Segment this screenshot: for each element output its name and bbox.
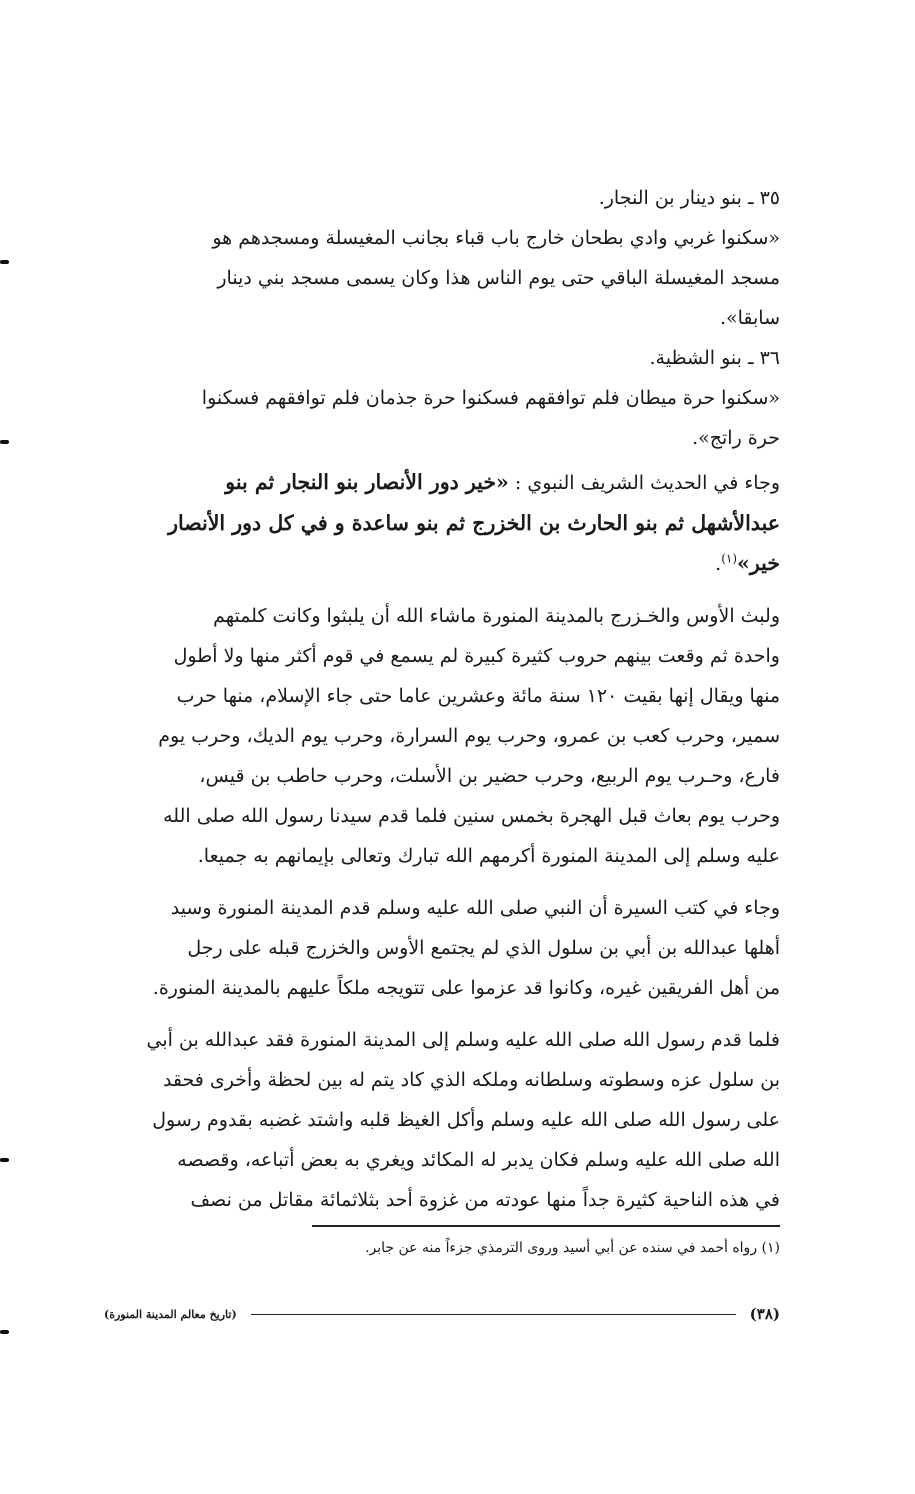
footnote-divider xyxy=(312,1225,780,1227)
hadith-text: خير» xyxy=(737,551,780,575)
paragraph xyxy=(104,888,780,1008)
entry-text-line: «سكنوا حرة ميطان فلم توافقهم فسكنوا حرة جذمان فلم توافقهم فسكنوا xyxy=(201,387,780,409)
paragraph-line: الله صلى الله عليه وسلم فكان يدبر له المكائد ويغري به بعض أتباعه، وقصصه xyxy=(177,1149,780,1171)
scan-mark xyxy=(0,260,9,264)
hadith-intro: وجاء في الحديث الشريف النبوي : xyxy=(508,472,780,494)
paragraph-line: وحرب يوم بعاث قبل الهجرة بخمس سنين فلما قدم سيدنا رسول الله صلى الله xyxy=(163,805,780,827)
scan-mark xyxy=(0,1330,9,1334)
entry-heading: ٣٥ ـ بنو دينار بن النجار. xyxy=(598,187,780,209)
page-footer xyxy=(104,1302,780,1326)
paragraph-line: سمير، وحرب كعب بن عمرو، وحرب يوم السرارة، وحرب يوم الديك، وحرب يوم xyxy=(158,725,780,747)
page-body xyxy=(104,178,780,1220)
paragraph-line: بن سلول عزه وسطوته وسلطانه وملكه الذي كاد يتم له بين لحظة وأخرى فحقد xyxy=(162,1069,780,1091)
entry-text-line: حرة راتج». xyxy=(692,427,780,449)
paragraph-line: عليه وسلم إلى المدينة المنورة أكرمهم الله تبارك وتعالى بإيمانهم به جميعا. xyxy=(197,845,780,867)
paragraph-line: واحدة ثم وقعت بينهم حروب كثيرة كبيرة لم يسمع في قوم أكثر منها ولا أطول xyxy=(173,645,780,667)
entry-text-line: سابقا». xyxy=(719,307,780,329)
hadith-quote xyxy=(104,462,780,584)
paragraph xyxy=(104,1020,780,1220)
footnote-reference: (١) xyxy=(721,551,738,566)
running-title: (تاريخ معالم المدينة المنورة) xyxy=(104,1307,237,1321)
hadith-end: . xyxy=(715,553,722,575)
entry-text-line: مسجد المغيسلة الباقي حتى يوم الناس هذا وكان يسمى مسجد بني دينار xyxy=(217,267,780,289)
paragraph-line: فلما قدم رسول الله صلى الله عليه وسلم إلى المدينة المنورة فقد عبدالله بن أبي xyxy=(146,1029,780,1051)
page-number: (٣٨) xyxy=(749,1305,780,1323)
paragraph xyxy=(104,596,780,876)
hadith-text: «خير دور الأنصار بنو النجار ثم بنو xyxy=(225,470,509,494)
paragraph-line: في هذه الناحية كثيرة جداً منها عودته من غزوة أحد بثلاثمائة مقاتل من نصف xyxy=(190,1189,780,1211)
paragraph-line: ولبث الأوس والخـزرج بالمدينة المنورة ماشاء الله أن يلبثوا وكانت كلمتهم xyxy=(213,605,780,627)
paragraph-line: من أهل الفريقين غيره، وكانوا قد عزموا على تتويجه ملكاً عليهم بالمدينة المنورة. xyxy=(152,977,780,999)
paragraph-line: أهلها عبدالله بن أبي بن سلول الذي لم يجتمع الأوس والخزرج قبله على رجل xyxy=(187,937,780,959)
scan-mark xyxy=(0,1158,9,1162)
scan-mark xyxy=(0,440,9,444)
paragraph-line: على رسول الله صلى الله عليه وسلم وأكل الغيظ قلبه واشتد غضبه بقدوم رسول xyxy=(152,1109,780,1131)
entry-heading: ٣٦ ـ بنو الشظية. xyxy=(649,347,780,369)
footer-divider xyxy=(251,1314,736,1315)
hadith-text: عبدالأشهل ثم بنو الحارث بن الخزرج ثم بنو ساعدة و في كل دور الأنصار xyxy=(168,511,780,535)
paragraph-line: فارع، وحـرب يوم الربيع، وحرب حضير بن الأسلت، وحرب حاطب بن قيس، xyxy=(199,765,780,787)
paragraph-line: منها ويقال إنها بقيت ١٢٠ سنة مائة وعشرين عاما حتى جاء الإسلام، منها حرب xyxy=(176,685,780,707)
entry-text-line: «سكنوا غربي وادي بطحان خارج باب قباء بجانب المغيسلة ومسجدهم هو xyxy=(212,227,780,249)
footnote: (١) رواه أحمد في سنده عن أبي أسيد وروى الترمذي جزءاً منه عن جابر. xyxy=(365,1240,780,1256)
paragraph-line: وجاء في كتب السيرة أن النبي صلى الله عليه وسلم قدم المدينة المنورة وسيد xyxy=(170,897,780,919)
